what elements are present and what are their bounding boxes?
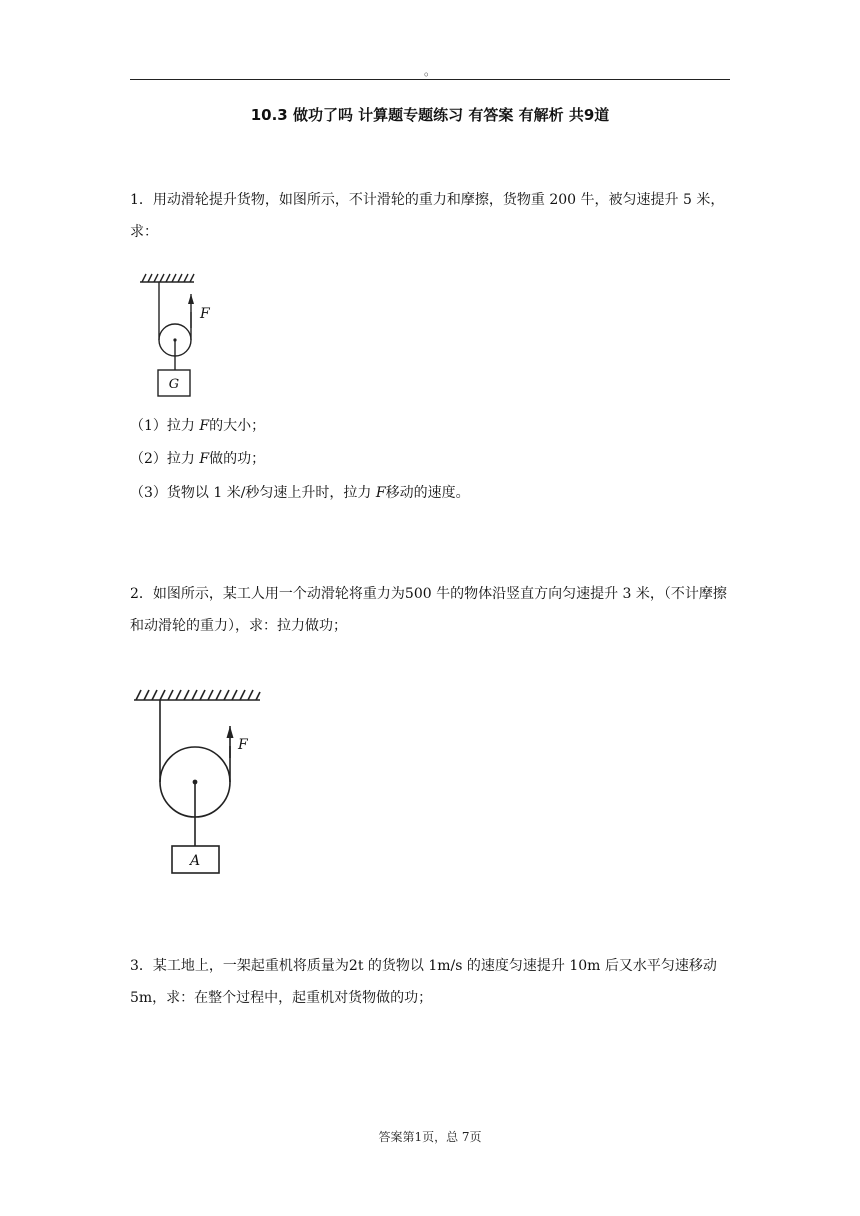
question-1-sub-2: （2）拉力 F做的功； [130, 451, 266, 467]
pulley-figure-2 [132, 686, 272, 882]
header-mark: 。 [424, 64, 437, 78]
force-label-2: F [238, 737, 248, 753]
question-3-text: 3．某工地上，一架起重机将质量为2t 的货物以 1m/s 的速度匀速提升 10m 后又水平匀速移动 5m，求：在整个过程中，起重机对货物做的功； [130, 958, 717, 1006]
question-1-text: 1．用动滑轮提升货物，如图所示，不计滑轮的重力和摩擦，货物重 200 牛，被匀速提升 5 米，求： [130, 192, 725, 240]
page-footer: 答案第1页，总 7页 [378, 1130, 482, 1144]
page-title: 10.3 做功了吗 计算题专题练习 有答案 有解析 共9道 [250, 106, 610, 124]
question-1-sub-3: （3）货物以 1 米/秒匀速上升时，拉力 F移动的速度。 [130, 485, 470, 501]
pulley-figure-1 [132, 272, 242, 402]
question-2-text: 2．如图所示，某工人用一个动滑轮将重力为500 牛的物体沿竖直方向匀速提升 3 米，（不计摩擦和动滑轮的重力），求：拉力做功； [130, 586, 727, 634]
load-label-1: G [168, 377, 180, 392]
force-label-1: F [200, 306, 210, 322]
load-label-2: A [189, 853, 201, 869]
question-1-sub-1: （1）拉力 F的大小； [130, 418, 266, 434]
header-rule [130, 79, 730, 80]
